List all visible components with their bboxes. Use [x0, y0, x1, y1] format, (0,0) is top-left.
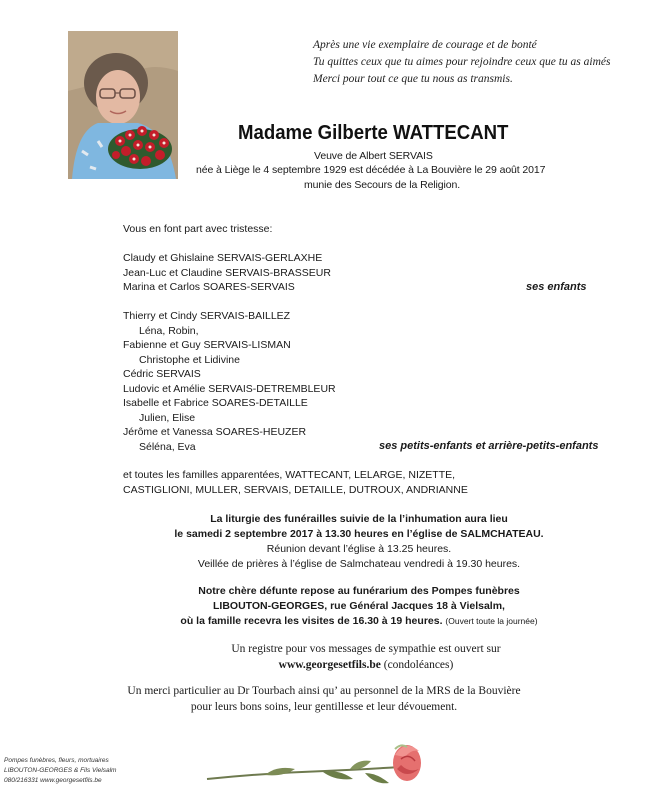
- families-line: CASTIGLIONI, MULLER, SERVAIS, DETAILLE, DUTROUX, ANDRIANNE: [123, 484, 468, 496]
- funeral-line: Veillée de prières à l’église de Salmchateau vendredi à 19.30 heures.: [197, 558, 521, 570]
- deceased-name: Madame Gilberte WATTECANT: [238, 122, 509, 144]
- grandchild-line: Jérôme et Vanessa SOARES-HEUZER: [123, 426, 307, 438]
- sacraments-line: munie des Secours de la Religion.: [304, 179, 461, 191]
- funeral-block: [35, 512, 648, 572]
- register-line: Un registre pour vos messages de sympathie est ouvert sur: [231, 643, 501, 655]
- grandchild-line: Christophe et Lidivine: [139, 354, 240, 366]
- child-line: Claudy et Ghislaine SERVAIS-GERLAXHE: [123, 252, 323, 264]
- rose-icon: [205, 735, 430, 800]
- funeral-line: Réunion devant l’église à 13.25 heures.: [266, 543, 452, 555]
- grandchild-line: Isabelle et Fabrice SOARES-DETAILLE: [123, 397, 308, 409]
- grandchildren-role: ses petits-enfants et arrière-petits-enfants: [379, 440, 599, 452]
- portrait-illustration: [68, 31, 178, 179]
- footer-line: 080/216331 www.georgesetfils.be: [4, 777, 102, 784]
- families-line: et toutes les familles apparentées, WATTECANT, LELARGE, NIZETTE,: [123, 469, 456, 481]
- portrait-photo: [68, 31, 178, 179]
- footer-line: Pompes funèbres, fleurs, mortuaires: [4, 757, 109, 764]
- grandchild-line: Julien, Elise: [139, 412, 196, 424]
- grandchild-line: Ludovic et Amélie SERVAIS-DETREMBLEUR: [123, 383, 336, 395]
- funeral-line: le samedi 2 septembre 2017 à 13.30 heures en l’église de SALMCHATEAU.: [174, 528, 544, 540]
- grandchild-line: Séléna, Eva: [139, 441, 196, 453]
- footer-line: LIBOUTON-GEORGES & Fils Vielsalm: [4, 767, 117, 774]
- rest-block: [35, 584, 648, 629]
- children-role: ses enfants: [526, 281, 587, 293]
- widow-line: Veuve de Albert SERVAIS: [314, 150, 433, 162]
- child-line: Marina et Carlos SOARES-SERVAIS: [123, 281, 295, 293]
- grandchild-line: Fabienne et Guy SERVAIS-LISMAN: [123, 339, 291, 351]
- thanks-block: [0, 683, 648, 715]
- thanks-line: pour leurs bons soins, leur gentillesse et leur dévouement.: [190, 701, 458, 713]
- register-suffix: (condoléances): [380, 659, 454, 671]
- birth-death-line: née à Liège le 4 septembre 1929 est décédée à La Bouvière le 29 août 2017: [196, 164, 546, 176]
- rest-note: (Ouvert toute la journée): [445, 616, 538, 626]
- poem-line: Tu quittes ceux que tu aimes pour rejoindre ceux que tu as aimés: [313, 56, 611, 68]
- register-block: [42, 641, 648, 673]
- funeral-line: La liturgie des funérailles suivie de la l’inhumation aura lieu: [210, 513, 508, 525]
- thanks-line: Un merci particulier au Dr Tourbach ainsi qu’ au personnel de la MRS de la Bouvière: [127, 685, 521, 697]
- grandchild-line: Cédric SERVAIS: [123, 368, 201, 380]
- grandchild-line: Thierry et Cindy SERVAIS-BAILLEZ: [123, 310, 291, 322]
- funeral-home-footer: [4, 756, 116, 786]
- rest-line: où la famille recevra les visites de 16.30 à 19 heures.: [180, 615, 443, 627]
- poem: [313, 37, 643, 88]
- child-line: Jean-Luc et Claudine SERVAIS-BRASSEUR: [123, 267, 331, 279]
- rest-line: Notre chère défunte repose au funérarium des Pompes funèbres: [198, 585, 520, 597]
- poem-line: Merci pour tout ce que tu nous as transmis.: [313, 73, 513, 85]
- grandchild-line: Léna, Robin,: [139, 325, 199, 337]
- intro-line: Vous en font part avec tristesse:: [123, 223, 273, 235]
- website-link[interactable]: www.georgesetfils.be: [278, 659, 381, 671]
- rest-line: LIBOUTON-GEORGES, rue Général Jacques 18 à Vielsalm,: [213, 600, 505, 612]
- poem-line: Après une vie exemplaire de courage et de bonté: [313, 39, 537, 51]
